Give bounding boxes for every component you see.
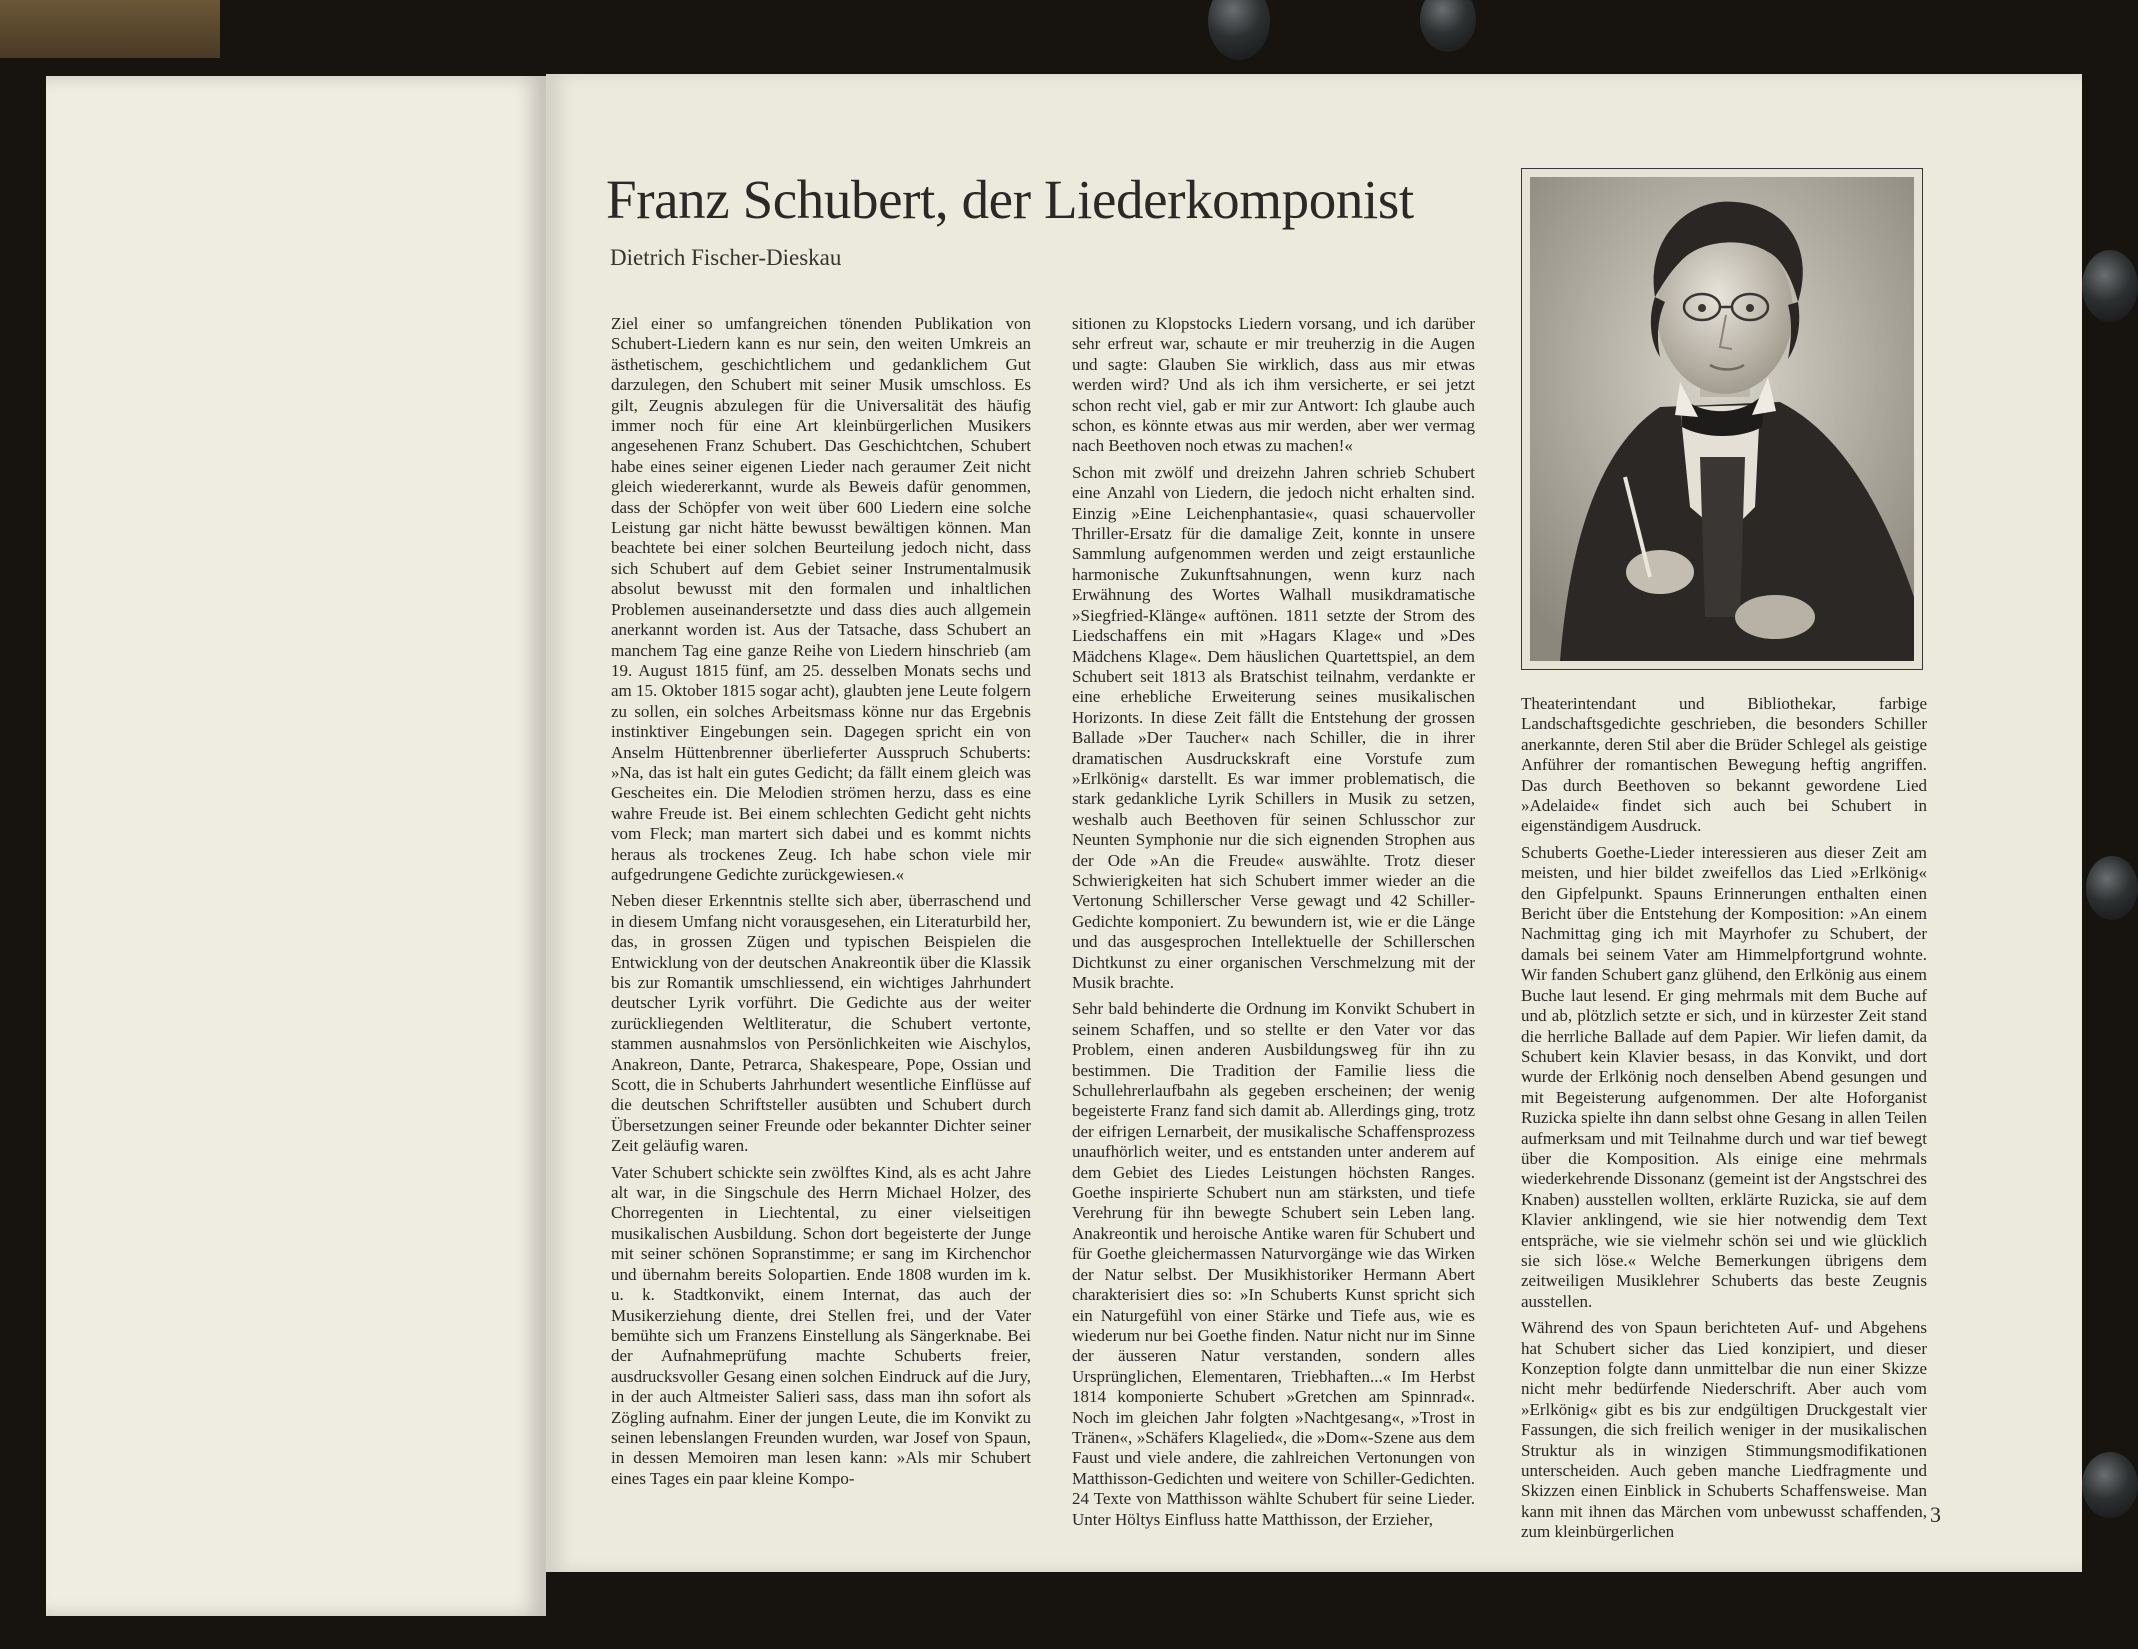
schubert-portrait-image bbox=[1530, 177, 1914, 661]
article-title: Franz Schubert, der Liederkomponist bbox=[606, 169, 1414, 230]
binder-clip bbox=[1208, 0, 1270, 60]
text-column-2 bbox=[1072, 314, 1475, 1529]
paragraph: Neben dieser Erkenntnis stellte sich aber, überraschend und in diesem Umfang nicht vorausgesehen, ein Literaturbild her, das, in grossen Zügen und typischen Beispielen die Entwicklung von der deutschen Anakreontik über die Klassik bis zur Romantik umschliessend, ein wichtiges Jahrhundert deutscher Lyrik vorführt. Die Gedichte aus der weiter zurückliegenden Weltliteratur, die Schubert vertonte, stammen ausnahmslos von Persönlichkeiten wie Aischylos, Anakreon, Dante, Petrarca, Shakespeare, Pope, Ossian und Scott, die in Schuberts Jahrhundert wesentliche Einflüsse auf die deutschen Schriftsteller ausübten und Schubert durch Übersetzungen seiner Freunde oder bekannter Dichter seiner Zeit geläufig waren. bbox=[611, 891, 1031, 1156]
binder-clip bbox=[1420, 0, 1476, 52]
paragraph: Theaterintendant und Bibliothekar, farbige Landschaftsgedichte geschrieben, die besonders Schiller anerkannte, deren Stil aber die Brüder Schlegel als geistige Anführer der romantischen Bewegung heftig angriffen. Das durch Beethoven so bekannt gewordene Lied »Adelaide« findet sich auch bei Schubert in eigenständigem Ausdruck. bbox=[1521, 694, 1927, 836]
paragraph: Vater Schubert schickte sein zwölftes Kind, als es acht Jahre alt war, in die Singschule des Herrn Michael Holzer, des Chorregenten in Liechtental, zu einer vielseitigen musikalischen Ausbildung. Schon dort begeisterte der Junge mit seiner schönen Sopranstimme; er sang im Kirchenchor und übernahm bereits Solopartien. Ende 1808 wurden im k. u. k. Stadtkonvikt, einem Internat, das auch der Musikerziehung diente, drei Stellen frei, und der Vater bemühte sich um Franzens Einstellung als Sängerknabe. Bei der Aufnahmeprüfung machte Schuberts freier, ausdrucksvoller Gesang einen solchen Eindruck auf die Jury, in der auch Altmeister Salieri sass, dass man ihn sofort als Zögling aufnahm. Einer der jungen Leute, die im Konvikt zu seinen lebenslangen Freunden wurden, war Josef von Spaun, in dessen Memoiren man lesen kann: »Als mir Schubert eines Tages ein paar kleine Kompo- bbox=[611, 1162, 1031, 1488]
paragraph: Schuberts Goethe-Lieder interessieren aus dieser Zeit am meisten, und hier bildet zweifellos das Lied »Erlkönig« den Gipfelpunkt. Spauns Erinnerungen enthalten einen Bericht über die Entstehung der Komposition: »An einem Nachmittag ging ich mit Mayrhofer zu Schubert, der damals bei seinem Vater am Himmelpfortgrund wohnte. Wir fanden Schubert ganz glühend, den Erlkönig aus einem Buche laut lesend. Er ging mehrmals mit dem Buche auf und ab, plötzlich setzte er sich, und in kürzester Zeit stand die herrliche Ballade auf dem Papier. Wir liefen damit, da Schubert kein Klavier besass, in das Konvikt, und dort wurde der Erlkönig noch denselben Abend gesungen und mit Begeisterung aufgenommen. Der alte Hoforganist Ruzicka spielte ihn dann selbst ohne Gesang in allen Teilen aufmerksam und mit Teilnahme durch und war tief bewegt über die Komposition. Als einige eine mehrmals wiederkehrende Dissonanz (gemeint ist der Angstschrei des Knaben) ausstellen wollten, erklärte Ruzicka, sie auf dem Klavier anklingend, wie sie hier notwendig dem Text entspräche, wie sie vielmehr schön sei und wie glücklich sie sich löse.« Welche Bemerkungen übrigens dem zeitweiligen Musiklehrer Schuberts das beste Zeugnis ausstellen. bbox=[1521, 842, 1927, 1311]
text-column-3 bbox=[1521, 694, 1927, 1542]
paragraph: Ziel einer so umfangreichen tönenden Publikation von Schubert-Liedern kann es nur sein, den weiten Umkreis an ästhetischem, geschichtlichem und gedanklichem Gut darzulegen, den Schubert mit seiner Musik umschloss. Es gilt, Zeugnis abzulegen für die Universalität des häufig immer noch für eine Art kleinbürgerlichen Musikers angesehenen Franz Schubert. Das Geschichtchen, Schubert habe eines seiner eigenen Lieder nach geraumer Zeit nicht gleich wiedererkannt, wurde als Beweis dafür genommen, dass der Schöpfer von weit über 600 Liedern eine solche Leistung gar nicht hätte bewusst bewältigen können. Man beachtete bei einer solchen Beurteilung jedoch nicht, dass sich Schubert auf dem Gebiet seiner Instrumentalmusik absolut bewusst mit den formalen und inhaltlichen Problemen auseinandersetzte und dass dies auch allgemein anerkannt worden ist. Aus der Tatsache, dass Schubert an manchem Tag eine ganze Reihe von Liedern hinschrieb (am 19. August 1815 fünf, am 25. desselben Monats sechs und am 15. Oktober 1815 sogar acht), glaubten jene Leute folgern zu sollen, ein solches Arbeitsmass könne nur das Ergebnis instinktiver Eingebungen sein. Dagegen spricht ein von Anselm Hüttenbrenner überlieferter Ausspruch Schuberts: »Na, das ist halt ein gutes Gedicht; da fällt einem gleich was Gescheites ein. Die Melodien strömen herzu, dass es eine wahre Freude ist. Bei einem schlechten Gedicht geht nichts vom Fleck; man martert sich dabei und es kommt nichts heraus als trockenes Zeug. Ich habe schon viele mir aufgedrungene Gedichte zurückgewiesen.« bbox=[611, 314, 1031, 884]
paragraph: Sehr bald behinderte die Ordnung im Konvikt Schubert in seinem Schaffen, und so stellte er den Vater vor das Problem, einen anderen Ausbildungsweg für ihn zu bestimmen. Die Tradition der Familie liess die Schullehrerlaufbahn als gegeben erscheinen; der wenig begeisterte Franz fand sich damit ab. Allerdings ging, trotz der eifrigen Lernarbeit, der musikalische Schaffensprozess unaufhörlich weiter, und es entstanden unter anderem auf dem Gebiet des Liedes Leistungen höchsten Ranges. Goethe inspirierte Schubert nun am stärksten, und tiefe Verehrung für ihn bewegte Schubert sein Leben lang. Anakreontik und heroische Antike waren für Schubert und für Goethe gleichermassen Naturvorgänge wie das Wirken der Natur selbst. Der Musikhistoriker Hermann Abert charakterisiert dies so: »In Schuberts Kunst spricht sich ein Naturgefühl von einer Stärke und Tiefe aus, wie es wiederum nur bei Goethe finden. Natur nicht nur im Sinne der äusseren Natur verstanden, sondern alles Ursprünglichen, Elementaren, Triebhaften...« Im Herbst 1814 komponierte Schubert »Gretchen am Spinnrad«. Noch im gleichen Jahr folgten »Nachtgesang«, »Trost in Tränen«, »Schäfers Klagelied«, die »Dom«-Szene aus dem Faust und viele andere, die zahlreichen Vertonungen von Matthisson-Gedichten und weitere von Schiller-Gedichten. 24 Texte von Matthisson wählte Schubert für seine Lieder. Unter Höltys Einfluss hatte Matthisson, der Erzieher, bbox=[1072, 999, 1475, 1529]
background-corner-object bbox=[0, 0, 220, 58]
paragraph: sitionen zu Klopstocks Liedern vorsang, und ich darüber sehr erfreut war, schaute er mir treuherzig in die Augen und sagte: Glauben Sie wirklich, dass aus mir etwas werden wird? Und als ich ihm versicherte, er sei jetzt schon recht viel, gab er mir zur Antwort: Ich glaube auch schon, es könnte etwas aus mir werden, aber wer vermag nach Beethoven noch etwas zu machen!« bbox=[1072, 314, 1475, 456]
paragraph: Schon mit zwölf und dreizehn Jahren schrieb Schubert eine Anzahl von Liedern, die jedoch nicht erhalten sind. Einzig »Eine Leichenphantasie«, quasi schauervoller Thriller-Ersatz für die damalige Zeit, konnte in unsere Sammlung aufgenommen werden und zeigt erstaunliche harmonische Zukunftsahnungen, wenn kurz nach Erwähnung des Wortes Walhall musikdramatische »Siegfried-Klänge« auftönen. 1811 setzte der Strom des Liedschaffens ein mit »Hagars Klage« und »Des Mädchens Klage«. Dem häuslichen Quartettspiel, an dem Schubert seit 1813 als Bratschist teilnahm, verdankte er eine erhebliche Erweiterung seines musikalischen Horizonts. In diese Zeit fällt die Entstehung der grossen Ballade »Der Taucher« nach Schiller, die in ihrer dramatischen Ausdruckskraft eine Vorstufe zum »Erlkönig« darstellt. Es war immer problematisch, die stark gedankliche Lyrik Schillers in Musik zu setzen, weshalb auch Beethoven für seinen Schlusschor zur Neunten Symphonie nur die sich eignenden Strophen aus der Ode »An die Freude« auswählte. Trotz dieser Schwierigkeiten hat sich Schubert immer wieder an die Vertonung Schillerscher Verse gewagt und 42 Schiller-Gedichte komponiert. Zu bewundern ist, wie er die Länge und das ausgesprochen Intellektuelle der Schillerschen Dichtkunst zu einer organischen Verschmelzung mit der Musik brachte. bbox=[1072, 462, 1475, 992]
text-column-1 bbox=[611, 314, 1031, 1506]
left-page-blank bbox=[46, 76, 546, 1616]
paragraph: Während des von Spaun berichteten Auf- und Abgehens hat Schubert sicher das Lied konzipiert, und dieser Konzeption folgte dann unmittelbar die nun einer Skizze nicht mehr bedürfende Niederschrift. Aber auch vom »Erlkönig« gibt es bis zur endgültigen Druckgestalt vier Fassungen, die sich freilich weniger in der musikalischen Struktur als in winzigen Stimmungsmodifikationen unterscheiden. Auch geben manche Liedfragmente und Skizzen einen Einblick in Schuberts Schaffensweise. Man kann mit ihnen das Märchen vom unbewusst schaffenden, zum kleinbürgerlichen bbox=[1521, 1318, 1927, 1542]
binder-clip bbox=[2082, 1452, 2138, 1518]
portrait-frame bbox=[1521, 168, 1923, 670]
binder-clip bbox=[2082, 250, 2138, 322]
binder-clip bbox=[2086, 856, 2138, 920]
page-number: 3 bbox=[1930, 1502, 1941, 1527]
article-author: Dietrich Fischer-Dieskau bbox=[610, 245, 842, 270]
portrait-oval bbox=[1530, 177, 1914, 661]
